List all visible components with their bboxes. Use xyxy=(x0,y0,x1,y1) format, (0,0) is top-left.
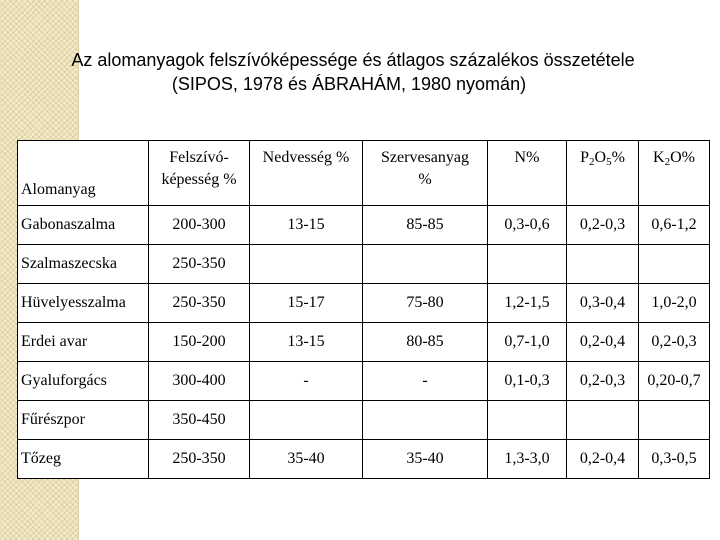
cell-moisture: 15-17 xyxy=(250,284,363,323)
table-row xyxy=(18,440,710,479)
cell-absorption: 250-350 xyxy=(149,284,250,323)
cell-moisture: 13-15 xyxy=(250,323,363,362)
cell-moisture: 35-40 xyxy=(250,440,363,479)
header-p2o5: $P_2O_5\%$ xyxy=(567,141,639,206)
cell-absorption: 350-450 xyxy=(149,401,250,440)
cell-k2o: 0,3-0,5 xyxy=(639,440,710,479)
cell-moisture xyxy=(250,245,363,284)
cell-organic: 80-85 xyxy=(363,323,488,362)
cell-k2o: 0,2-0,3 xyxy=(639,323,710,362)
cell-absorption: 200-300 xyxy=(149,206,250,245)
cell-n: 0,7-1,0 xyxy=(488,323,567,362)
header-absorption: Felszívó- képesség % xyxy=(149,141,250,206)
cell-n: 0,3-0,6 xyxy=(488,206,567,245)
cell-k2o xyxy=(639,245,710,284)
title-line-1: Az alomanyagok felszívóképessége és átlagos százalékos összetétele xyxy=(71,50,635,70)
cell-n xyxy=(488,401,567,440)
cell-p2o5 xyxy=(567,245,639,284)
cell-moisture: 13-15 xyxy=(250,206,363,245)
cell-organic xyxy=(363,401,488,440)
cell-organic: 75-80 xyxy=(363,284,488,323)
cell-k2o xyxy=(639,401,710,440)
cell-p2o5: 0,2-0,3 xyxy=(567,206,639,245)
cell-absorption: 300-400 xyxy=(149,362,250,401)
table-row xyxy=(18,323,710,362)
table-row xyxy=(18,206,710,245)
cell-absorption: 250-350 xyxy=(149,245,250,284)
cell-absorption: 250-350 xyxy=(149,440,250,479)
cell-material: Tőzeg xyxy=(18,440,149,479)
cell-moisture: - xyxy=(250,362,363,401)
cell-material: Gabonaszalma xyxy=(18,206,149,245)
cell-n: 1,3-3,0 xyxy=(488,440,567,479)
cell-organic: 85-85 xyxy=(363,206,488,245)
cell-n: 0,1-0,3 xyxy=(488,362,567,401)
cell-material: Hüvelyesszalma xyxy=(18,284,149,323)
header-moisture: Nedvesség % xyxy=(250,141,363,206)
cell-organic: - xyxy=(363,362,488,401)
cell-p2o5: 0,2-0,4 xyxy=(567,440,639,479)
header-organic-matter: Szervesanyag % xyxy=(363,141,488,206)
cell-organic xyxy=(363,245,488,284)
cell-k2o: 0,20-0,7 xyxy=(639,362,710,401)
cell-k2o: 1,0-2,0 xyxy=(639,284,710,323)
header-nitrogen: N% xyxy=(488,141,567,206)
litter-composition-table xyxy=(17,140,710,479)
cell-moisture xyxy=(250,401,363,440)
table-row xyxy=(18,362,710,401)
cell-material: Erdei avar xyxy=(18,323,149,362)
cell-material: Gyaluforgács xyxy=(18,362,149,401)
table-row xyxy=(18,245,710,284)
cell-material: Szalmaszecska xyxy=(18,245,149,284)
cell-k2o: 0,6-1,2 xyxy=(639,206,710,245)
table-row xyxy=(18,284,710,323)
title-line-2: (SIPOS, 1978 és ÁBRAHÁM, 1980 nyomán) xyxy=(171,74,527,94)
table-row xyxy=(18,401,710,440)
cell-p2o5: 0,3-0,4 xyxy=(567,284,639,323)
table-header-row xyxy=(18,141,710,206)
cell-p2o5: 0,2-0,3 xyxy=(567,362,639,401)
cell-n: 1,2-1,5 xyxy=(488,284,567,323)
header-material: Alomanyag xyxy=(18,141,149,206)
cell-material: Fűrészpor xyxy=(18,401,149,440)
cell-absorption: 150-200 xyxy=(149,323,250,362)
cell-organic: 35-40 xyxy=(363,440,488,479)
cell-p2o5 xyxy=(567,401,639,440)
slide-title xyxy=(0,48,720,96)
cell-n xyxy=(488,245,567,284)
cell-p2o5: 0,2-0,4 xyxy=(567,323,639,362)
header-k2o: $K_2O\%$ xyxy=(639,141,710,206)
